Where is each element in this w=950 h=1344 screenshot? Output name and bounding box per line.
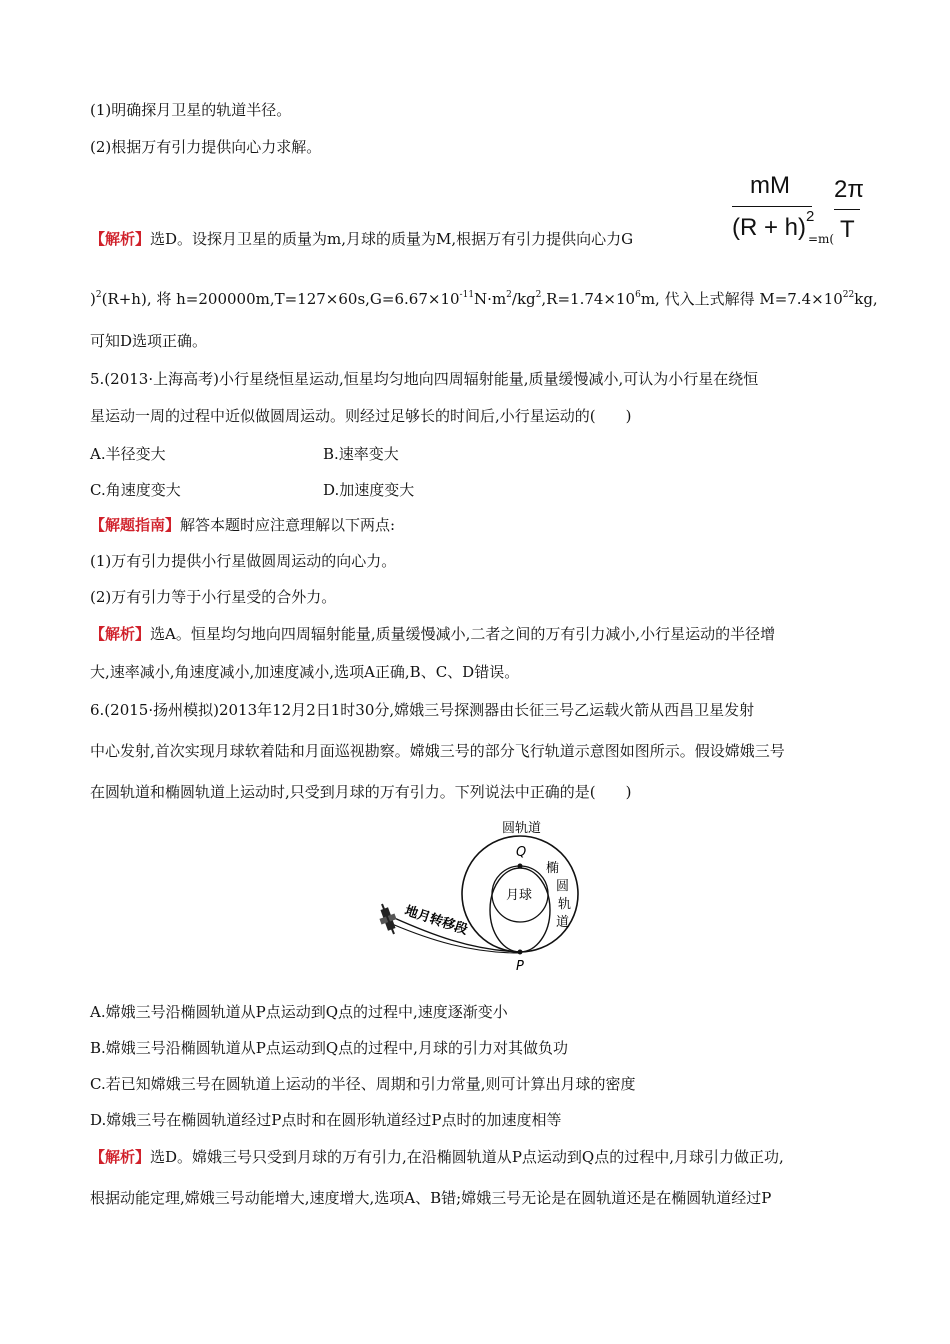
q6-option-a: A.嫦娥三号沿椭圆轨道从P点运动到Q点的过程中,速度逐渐变小 bbox=[90, 1003, 508, 1021]
formula-denominator-1: $(R + h)^2$ bbox=[732, 208, 815, 241]
q5-line-1: 5.(2013·上海高考)小行星绕恒星运动,恒星均匀地向四周辐射能量,质量缓慢减小,可认为小行星在绕恒 bbox=[90, 370, 759, 388]
guide-tag: 【解题指南】 bbox=[90, 516, 181, 534]
q5-option-a: A.半径变大 bbox=[90, 445, 166, 463]
q5-option-d: D.加速度变大 bbox=[323, 481, 415, 499]
q6-analysis: 【解析】选D。嫦娥三号只受到月球的万有引力,在沿椭圆轨道从P点运动到Q点的过程中,月球引力做正功, bbox=[90, 1148, 784, 1166]
analysis-tag: 【解析】 bbox=[90, 230, 151, 248]
elliptical-orbit bbox=[490, 868, 550, 952]
q6-analysis-2: 根据动能定理,嫦娥三号动能增大,速度增大,选项A、B错;嫦娥三号无论是在圆轨道还是在椭圆轨道经过P bbox=[90, 1189, 772, 1207]
q5-guide: 【解题指南】解答本题时应注意理解以下两点: bbox=[90, 516, 396, 534]
q6-line-3: 在圆轨道和椭圆轨道上运动时,只受到月球的万有引力。下列说法中正确的是( ) bbox=[90, 783, 632, 801]
q6-option-d: D.嫦娥三号在椭圆轨道经过P点时和在圆形轨道经过P点时的加速度相等 bbox=[90, 1111, 562, 1129]
label-ellipse-4: 道 bbox=[556, 915, 570, 930]
label-q: Q bbox=[516, 845, 527, 860]
spacecraft-icon bbox=[379, 904, 396, 934]
q6-option-b: B.嫦娥三号沿椭圆轨道从P点运动到Q点的过程中,月球的引力对其做负功 bbox=[90, 1039, 568, 1057]
q5-option-b: B.速率变大 bbox=[323, 445, 399, 463]
label-p: P bbox=[516, 959, 524, 974]
analysis-prev-line2: )$^2$(R+h), 将 $h=200000m,T=127\times 60s,G=6.67\times 10^{-11}N\cdot m^2/kg^2,R=1.74\times 10^6m$, 代入上式解得 $M=7.4\times 10^{22}kg$, bbox=[90, 290, 878, 308]
analysis-prev: 【解析】选D。设探月卫星的质量为m,月球的质量为M,根据万有引力提供向心力G bbox=[90, 230, 634, 248]
q6-line-2: 中心发射,首次实现月球软着陆和月面巡视勘察。嫦娥三号的部分飞行轨道示意图如图所示。假设嫦娥三号 bbox=[90, 742, 785, 760]
fraction-bar-2 bbox=[834, 209, 860, 210]
q5-line-2: 星运动一周的过程中近似做圆周运动。则经过足够长的时间后,小行星运动的( ) bbox=[90, 407, 632, 425]
formula-eq: =m( bbox=[808, 232, 835, 246]
point-2: (2)根据万有引力提供向心力求解。 bbox=[90, 138, 322, 156]
label-moon: 月球 bbox=[506, 888, 533, 903]
label-ellipse-2: 圆 bbox=[556, 879, 570, 894]
label-circular-orbit: 圆轨道 bbox=[502, 821, 542, 836]
q5-guide-1: (1)万有引力提供小行星做圆周运动的向心力。 bbox=[90, 552, 397, 570]
analysis-tag: 【解析】 bbox=[90, 625, 151, 643]
label-ellipse-3: 轨 bbox=[558, 897, 572, 912]
q5-guide-2: (2)万有引力等于小行星受的合外力。 bbox=[90, 588, 337, 606]
analysis-tag: 【解析】 bbox=[90, 1148, 151, 1166]
q6-line-1: 6.(2015·扬州模拟)2013年12月2日1时30分,嫦娥三号探测器由长征三号乙运载火箭从西昌卫星发射 bbox=[90, 701, 755, 719]
formula-denominator-2: T bbox=[840, 216, 855, 243]
point-q-dot bbox=[518, 864, 523, 869]
orbit-diagram bbox=[370, 812, 600, 982]
point-p-dot bbox=[518, 950, 523, 955]
label-ellipse-1: 椭 bbox=[546, 861, 560, 876]
formula-numerator-1: mM bbox=[750, 172, 790, 199]
q6-option-c: C.若已知嫦娥三号在圆轨道上运动的半径、周期和引力常量,则可计算出月球的密度 bbox=[90, 1075, 636, 1093]
q5-option-c: C.角速度变大 bbox=[90, 481, 181, 499]
formula-numerator-2: 2π bbox=[834, 176, 864, 203]
label-transfer: 地月转移段 bbox=[402, 903, 470, 938]
q5-analysis-2: 大,速率减小,角速度减小,加速度减小,选项A正确,B、C、D错误。 bbox=[90, 663, 520, 681]
fraction-bar-1 bbox=[732, 206, 812, 207]
q5-analysis: 【解析】选A。恒星均匀地向四周辐射能量,质量缓慢减小,二者之间的万有引力减小,小行星运动的半径增 bbox=[90, 625, 776, 643]
conclusion-prev: 可知D选项正确。 bbox=[90, 332, 208, 350]
point-1: (1)明确探月卫星的轨道半径。 bbox=[90, 101, 292, 119]
